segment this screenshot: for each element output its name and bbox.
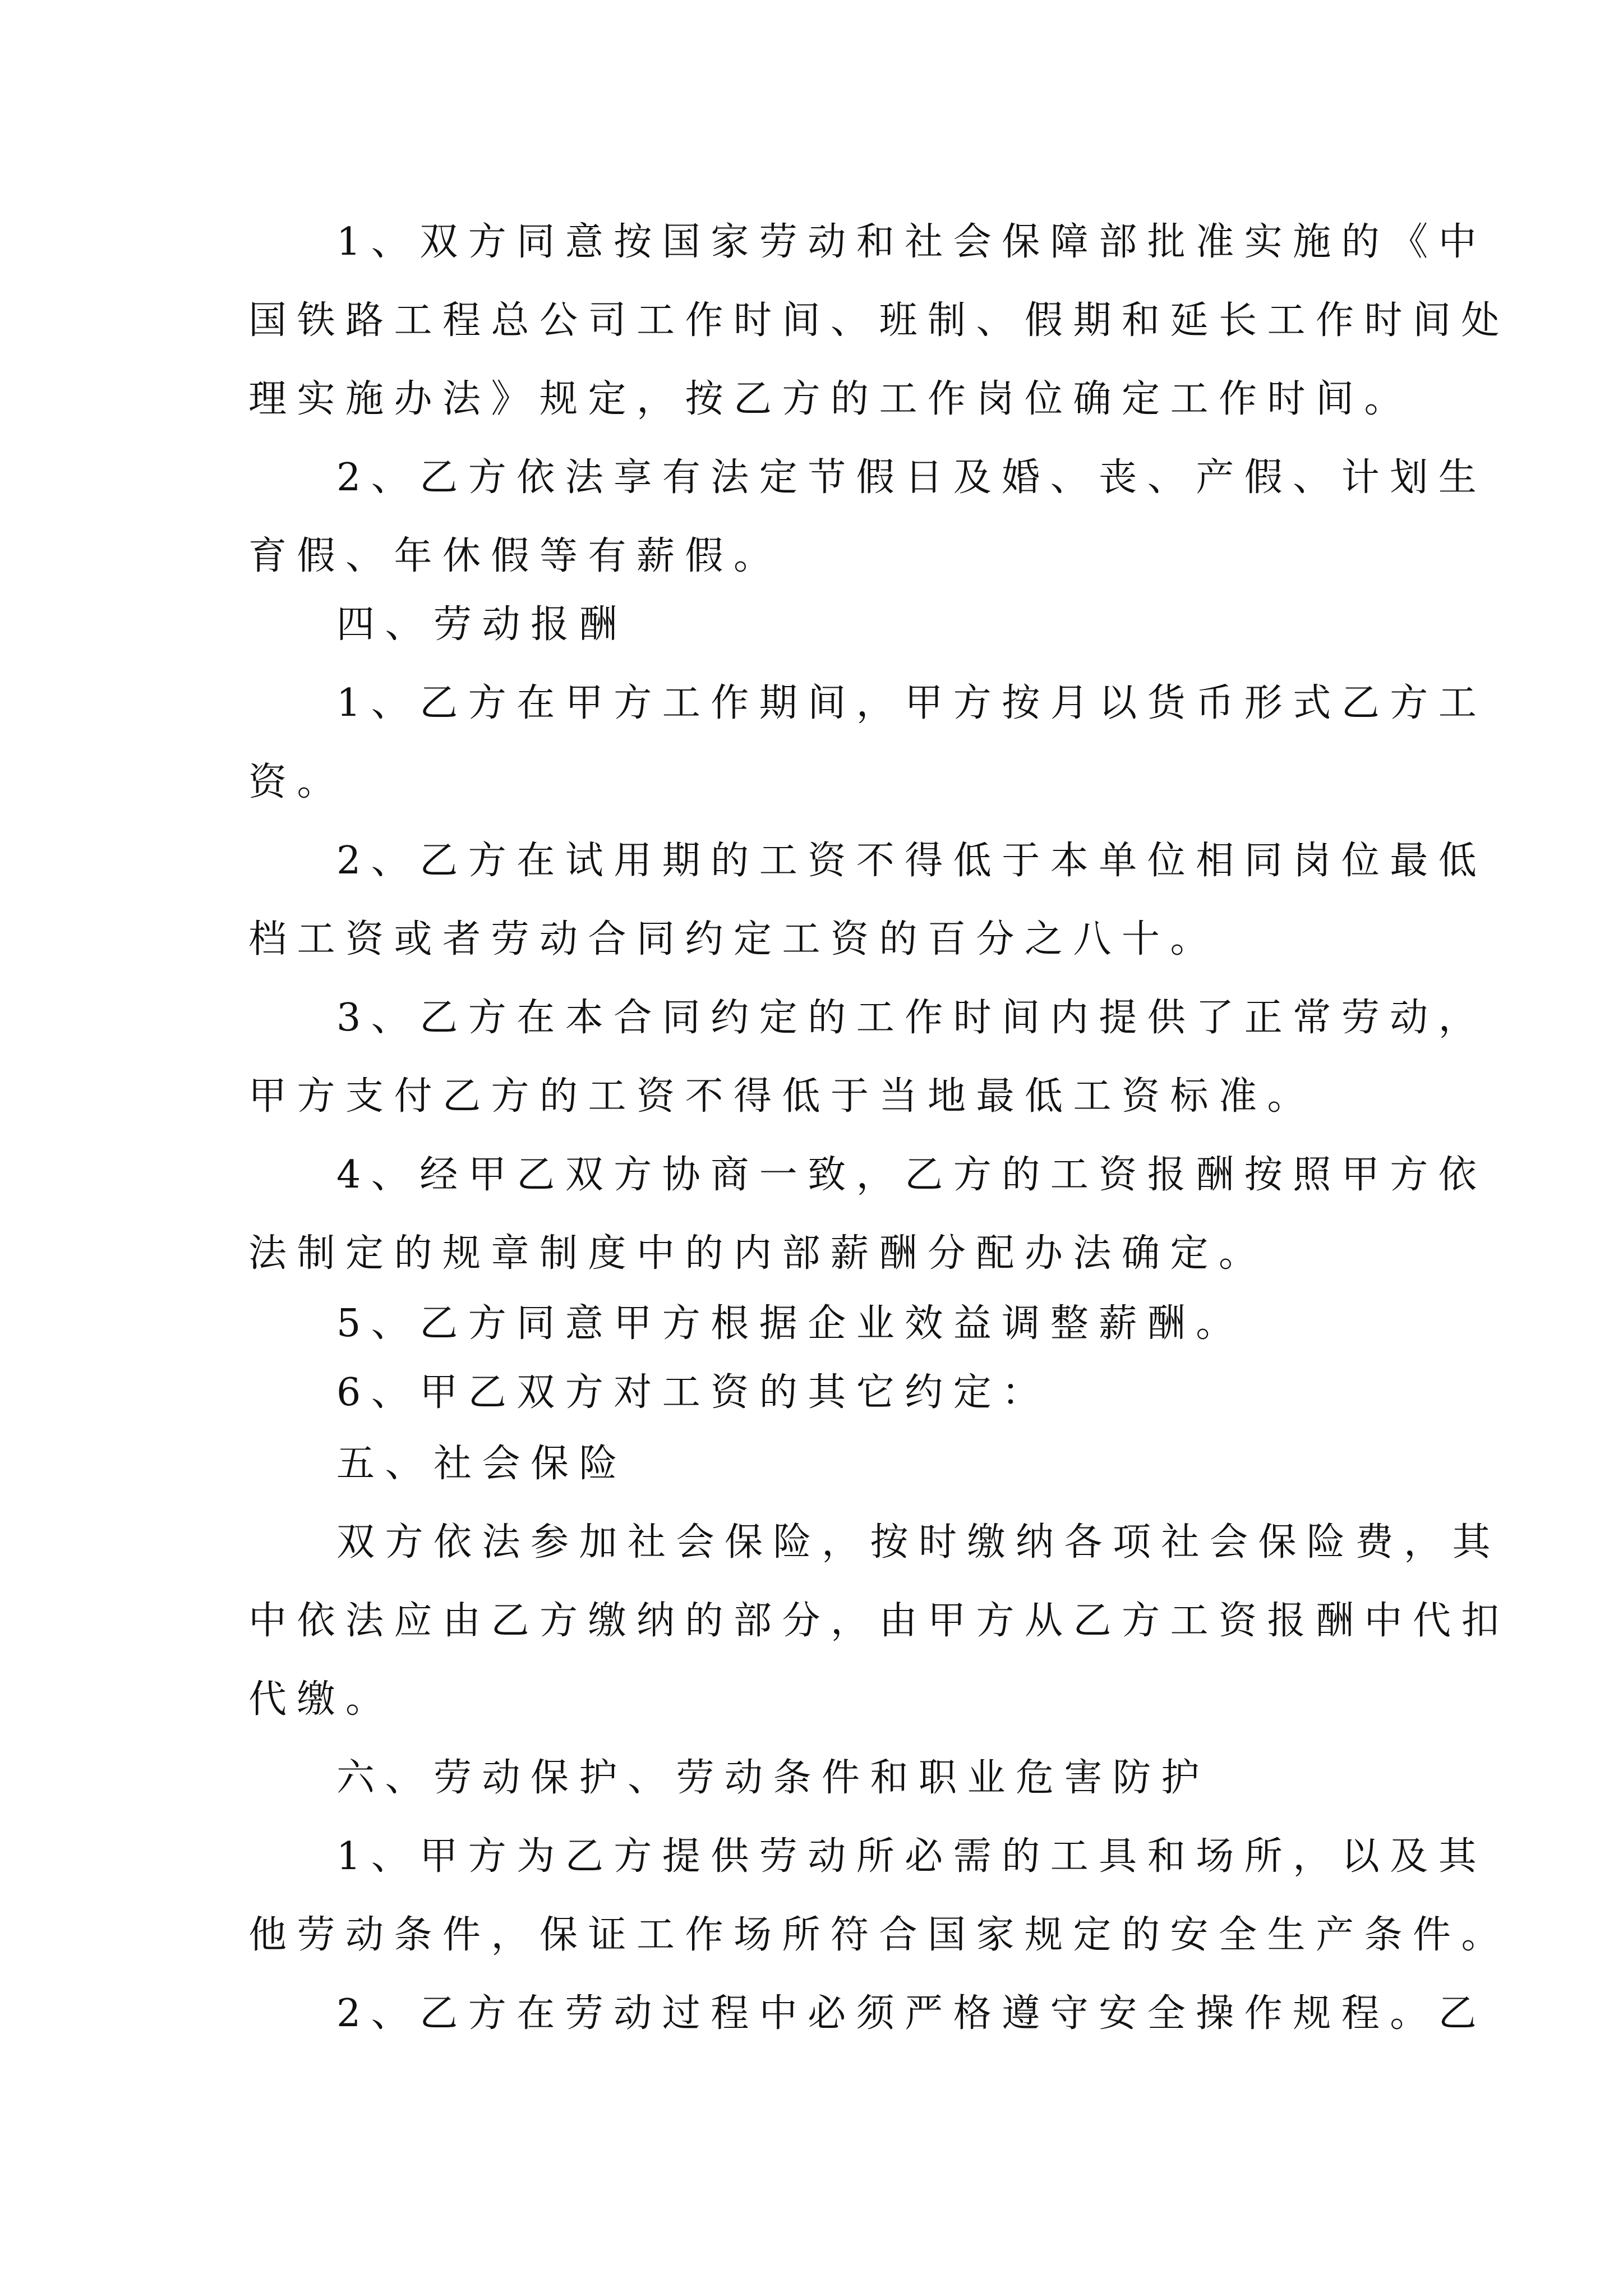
text-line: 双方依法参加社会保险，按时缴纳各项社会保险费，其 [336,1520,1501,1565]
text-line: 中依法应由乙方缴纳的部分，由甲方从乙方工资报酬中代扣 [248,1599,1510,1643]
text-line: 2、乙方在劳动过程中必须严格遵守安全操作规程。乙 [336,1991,1487,2036]
text-line: 档工资或者劳动合同约定工资的百分之八十。 [248,917,1219,961]
text-line: 他劳动条件，保证工作场所符合国家规定的安全生产条件。 [248,1913,1510,1957]
text-line: 理实施办法》规定，按乙方的工作岗位确定工作时间。 [248,377,1413,421]
text-line: 3、乙方在本合同约定的工作时间内提供了正常劳动， [336,996,1487,1040]
text-line: 2、乙方在试用期的工资不得低于本单位相同岗位最低 [336,839,1487,883]
text-line: 资。 [248,760,346,804]
section-heading: 六、劳动保护、劳动条件和职业危害防护 [336,1756,1210,1800]
text-line: 代缴。 [248,1677,394,1722]
text-line: 法制定的规章制度中的内部薪酬分配办法确定。 [248,1231,1267,1276]
section-heading: 五、社会保险 [336,1442,628,1486]
text-line: 5、乙方同意甲方根据企业效益调整薪酬。 [336,1301,1244,1346]
text-line: 国铁路工程总公司工作时间、班制、假期和延长工作时间处 [248,298,1510,343]
text-line: 4、经甲乙双方协商一致，乙方的工资报酬按照甲方依 [336,1153,1487,1197]
text-line: 育假、年休假等有薪假。 [248,534,782,578]
text-line: 2、乙方依法享有法定节假日及婚、丧、产假、计划生 [336,455,1487,500]
text-line: 1、双方同意按国家劳动和社会保障部批准实施的《中 [336,220,1487,264]
text-line: 1、乙方在甲方工作期间，甲方按月以货币形式乙方工 [336,681,1487,725]
text-line: 6、甲乙双方对工资的其它约定： [336,1370,1050,1415]
text-line: 1、甲方为乙方提供劳动所必需的工具和场所，以及其 [336,1834,1487,1879]
section-heading: 四、劳动报酬 [336,602,628,647]
text-line: 甲方支付乙方的工资不得低于当地最低工资标准。 [248,1074,1316,1119]
